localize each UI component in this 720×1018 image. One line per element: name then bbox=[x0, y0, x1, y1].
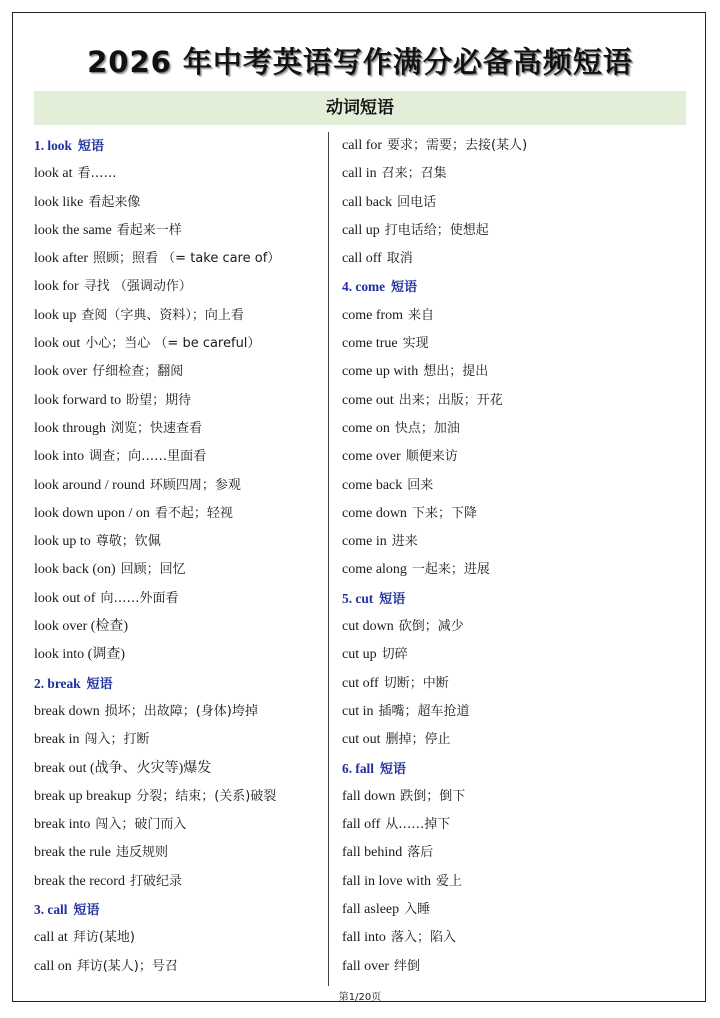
phrase-english: fall into bbox=[342, 930, 386, 946]
phrase-english: cut off bbox=[342, 675, 379, 691]
phrase-english: cut in bbox=[342, 703, 374, 719]
phrase-english: look down upon / on bbox=[34, 505, 150, 521]
phrase-row bbox=[342, 245, 632, 273]
left-column bbox=[34, 132, 324, 981]
phrase-english: look back (on) bbox=[34, 562, 116, 578]
phrase-chinese: 分裂；结束；(关系)破裂 bbox=[136, 788, 277, 804]
phrase-chinese: 环顾四周；参观 bbox=[149, 477, 241, 493]
phrase-english: fall off bbox=[342, 817, 381, 833]
phrase-row bbox=[34, 868, 324, 896]
phrase-row bbox=[34, 613, 324, 641]
column-divider bbox=[328, 132, 329, 986]
phrase-english: come in bbox=[342, 534, 387, 550]
group-word: 2. break bbox=[34, 675, 81, 691]
phrase-row bbox=[34, 415, 324, 443]
group-label: 短语 bbox=[391, 280, 418, 296]
group-label: 短语 bbox=[73, 903, 100, 919]
phrase-english: look into bbox=[34, 449, 85, 465]
phrase-english: fall asleep bbox=[342, 902, 400, 918]
phrase-chinese: 从……掉下 bbox=[385, 817, 451, 833]
phrase-english: break down bbox=[34, 703, 100, 719]
page-title: 2026 年中考英语写作满分必备高频短语 bbox=[87, 45, 633, 79]
phrase-chinese: 想出；提出 bbox=[423, 364, 489, 380]
phrase-row bbox=[342, 500, 632, 528]
phrase-row bbox=[34, 500, 324, 528]
phrase-chinese: 回来 bbox=[407, 477, 434, 493]
phrase-english: break the rule bbox=[34, 845, 111, 861]
phrase-chinese: 砍倒；减少 bbox=[398, 619, 464, 635]
phrase-row bbox=[342, 783, 632, 811]
phrase-english: look over (检查) bbox=[34, 619, 129, 635]
section-header: 动词短语 bbox=[34, 91, 686, 125]
phrase-row bbox=[342, 839, 632, 867]
group-word: 5. cut bbox=[342, 590, 374, 606]
phrase-chinese: 照顾；照看 （= take care of） bbox=[93, 251, 281, 267]
phrase-english: fall over bbox=[342, 958, 390, 974]
phrase-english: look into (调查) bbox=[34, 647, 125, 663]
phrase-english: call at bbox=[34, 930, 68, 946]
group-word: 3. call bbox=[34, 902, 68, 918]
phrase-chinese: 小心；当心 （= be careful） bbox=[85, 336, 261, 352]
phrase-chinese: 盼望；期待 bbox=[126, 392, 192, 408]
phrase-row bbox=[34, 528, 324, 556]
phrase-chinese: 损坏；出故障；(身体)垮掉 bbox=[104, 703, 258, 719]
phrase-chinese: 进来 bbox=[391, 534, 418, 550]
phrase-row bbox=[34, 472, 324, 500]
phrase-group-heading bbox=[342, 585, 632, 613]
phrase-row bbox=[342, 613, 632, 641]
phrase-chinese: 顺便来访 bbox=[405, 449, 458, 465]
phrase-chinese: 召来；召集 bbox=[381, 166, 447, 182]
phrase-row bbox=[342, 132, 632, 160]
phrase-english: come along bbox=[342, 562, 407, 578]
phrase-row bbox=[342, 698, 632, 726]
phrase-english: come true bbox=[342, 336, 398, 352]
phrase-row bbox=[34, 387, 324, 415]
phrase-chinese: 取消 bbox=[386, 251, 413, 267]
phrase-chinese: 闯入；破门而入 bbox=[95, 817, 187, 833]
phrase-english: look through bbox=[34, 420, 106, 436]
phrase-english: break up breakup bbox=[34, 788, 132, 804]
phrase-row bbox=[34, 273, 324, 301]
phrase-chinese: 尊敬；钦佩 bbox=[95, 534, 161, 550]
phrase-row bbox=[342, 641, 632, 669]
phrase-chinese: 一起来；进展 bbox=[411, 562, 490, 578]
phrase-chinese: 看起来一样 bbox=[116, 222, 182, 238]
phrase-chinese: 切断；中断 bbox=[383, 675, 449, 691]
phrase-group-heading bbox=[342, 755, 632, 783]
phrase-chinese: 要求；需要；去接(某人) bbox=[387, 138, 528, 153]
phrase-chinese: 查阅（字典、资料）；向上看 bbox=[81, 307, 244, 323]
phrase-english: look the same bbox=[34, 222, 112, 238]
phrase-row bbox=[342, 189, 632, 217]
phrase-english: call in bbox=[342, 166, 377, 182]
phrase-english: look like bbox=[34, 194, 84, 210]
phrase-chinese: 打电话给；使想起 bbox=[384, 222, 489, 238]
phrase-english: look after bbox=[34, 251, 89, 267]
phrase-row bbox=[34, 726, 324, 754]
phrase-row bbox=[342, 160, 632, 188]
phrase-chinese: 寻找 （强调动作） bbox=[83, 279, 192, 295]
phrase-english: come from bbox=[342, 307, 404, 323]
phrase-group-heading bbox=[34, 896, 324, 924]
page-number: 第1/20页 bbox=[338, 992, 382, 1003]
phrase-chinese: 下来；下降 bbox=[411, 505, 477, 521]
phrase-english: look over bbox=[34, 364, 88, 380]
phrase-row bbox=[34, 302, 324, 330]
group-label: 短语 bbox=[77, 139, 104, 154]
phrase-group-heading bbox=[342, 273, 632, 301]
phrase-english: look at bbox=[34, 166, 73, 182]
phrase-english: come back bbox=[342, 477, 403, 493]
phrase-english: fall in love with bbox=[342, 873, 432, 889]
phrase-row bbox=[34, 953, 324, 981]
phrase-row bbox=[342, 811, 632, 839]
group-label: 短语 bbox=[380, 761, 407, 777]
phrase-row bbox=[342, 443, 632, 471]
phrase-row bbox=[34, 189, 324, 217]
group-label: 短语 bbox=[379, 591, 406, 607]
phrase-english: look up bbox=[34, 307, 77, 323]
phrase-english: call for bbox=[342, 138, 383, 153]
phrase-chinese: 出来；出版；开花 bbox=[398, 392, 503, 408]
phrase-chinese: 违反规则 bbox=[115, 845, 168, 861]
phrase-row bbox=[342, 330, 632, 358]
phrase-english: fall behind bbox=[342, 845, 403, 861]
group-word: 1. look bbox=[34, 138, 72, 153]
phrase-row bbox=[34, 924, 324, 952]
phrase-row bbox=[34, 443, 324, 471]
phrase-english: cut out bbox=[342, 732, 381, 748]
phrase-row bbox=[342, 868, 632, 896]
phrase-english: cut up bbox=[342, 647, 377, 663]
phrase-english: break in bbox=[34, 732, 80, 748]
phrase-english: look out bbox=[34, 336, 81, 352]
phrase-row bbox=[342, 556, 632, 584]
phrase-english: look for bbox=[34, 279, 79, 295]
phrase-row bbox=[342, 896, 632, 924]
phrase-chinese: 绊倒 bbox=[394, 958, 421, 974]
right-column bbox=[342, 132, 632, 981]
phrase-row bbox=[34, 698, 324, 726]
phrase-row bbox=[34, 245, 324, 273]
phrase-english: cut down bbox=[342, 619, 394, 635]
phrase-chinese: 切碎 bbox=[381, 647, 408, 663]
phrase-chinese: 快点；加油 bbox=[394, 420, 460, 436]
phrase-chinese: 来自 bbox=[408, 307, 435, 323]
phrase-english: break the record bbox=[34, 873, 125, 889]
phrase-group-heading bbox=[34, 670, 324, 698]
phrase-chinese: 爱上 bbox=[436, 873, 463, 889]
phrase-english: fall down bbox=[342, 788, 396, 804]
phrase-english: come on bbox=[342, 420, 390, 436]
phrase-chinese: 闯入；打断 bbox=[84, 732, 150, 748]
phrase-english: come up with bbox=[342, 364, 419, 380]
phrase-row bbox=[34, 839, 324, 867]
group-word: 6. fall bbox=[342, 760, 374, 776]
phrase-chinese: 回电话 bbox=[397, 194, 437, 210]
phrase-english: come over bbox=[342, 449, 401, 465]
phrase-chinese: 入睡 bbox=[404, 902, 431, 918]
phrase-group-heading bbox=[34, 132, 324, 160]
phrase-english: look up to bbox=[34, 534, 91, 550]
phrase-row bbox=[342, 472, 632, 500]
phrase-row bbox=[34, 160, 324, 188]
phrase-row bbox=[342, 670, 632, 698]
phrase-chinese: 回顾；回忆 bbox=[120, 562, 186, 578]
phrase-row bbox=[342, 358, 632, 386]
phrase-english: break out (战争、火灾等)爆发 bbox=[34, 760, 212, 776]
phrase-row bbox=[342, 387, 632, 415]
phrase-chinese: 看不起；轻视 bbox=[154, 505, 233, 521]
phrase-row bbox=[34, 755, 324, 783]
phrase-english: break into bbox=[34, 817, 91, 833]
phrase-chinese: 实现 bbox=[402, 336, 429, 352]
phrase-english: come down bbox=[342, 505, 407, 521]
phrase-row bbox=[34, 783, 324, 811]
phrase-chinese: 打破纪录 bbox=[129, 873, 182, 889]
phrase-row bbox=[342, 217, 632, 245]
phrase-english: look around / round bbox=[34, 477, 145, 493]
phrase-row bbox=[342, 415, 632, 443]
phrase-row bbox=[342, 302, 632, 330]
phrase-english: call off bbox=[342, 251, 382, 267]
phrase-english: come out bbox=[342, 392, 394, 408]
phrase-english: call on bbox=[34, 958, 72, 974]
phrase-row bbox=[34, 358, 324, 386]
phrase-chinese: 删掉；停止 bbox=[385, 732, 451, 748]
phrase-chinese: 向……外面看 bbox=[100, 590, 179, 606]
phrase-chinese: 调查；向……里面看 bbox=[89, 449, 207, 465]
phrase-chinese: 插嘴；超车抢道 bbox=[378, 703, 470, 719]
phrase-english: call back bbox=[342, 194, 393, 210]
group-label: 短语 bbox=[86, 676, 113, 692]
phrase-chinese: 拜访(某地) bbox=[72, 930, 135, 946]
phrase-row bbox=[342, 924, 632, 952]
phrase-chinese: 落后 bbox=[407, 845, 434, 861]
phrase-row bbox=[342, 528, 632, 556]
phrase-chinese: 浏览；快速查看 bbox=[110, 420, 202, 436]
phrase-row bbox=[342, 726, 632, 754]
phrase-chinese: 拜访(某人)；号召 bbox=[76, 958, 178, 974]
phrase-english: call up bbox=[342, 222, 380, 238]
phrase-chinese: 看起来像 bbox=[88, 194, 141, 210]
phrase-english: look out of bbox=[34, 590, 96, 606]
phrase-row bbox=[34, 217, 324, 245]
phrase-english: look forward to bbox=[34, 392, 122, 408]
phrase-row bbox=[342, 953, 632, 981]
phrase-row bbox=[34, 641, 324, 669]
phrase-row bbox=[34, 585, 324, 613]
phrase-chinese: 仔细检查；翻阅 bbox=[92, 364, 184, 380]
phrase-row bbox=[34, 811, 324, 839]
phrase-row bbox=[34, 330, 324, 358]
phrase-chinese: 跌倒；倒下 bbox=[400, 788, 466, 804]
phrase-row bbox=[34, 556, 324, 584]
group-word: 4. come bbox=[342, 279, 386, 295]
phrase-chinese: 看…… bbox=[77, 166, 117, 182]
phrase-chinese: 落入；陷入 bbox=[390, 930, 456, 946]
